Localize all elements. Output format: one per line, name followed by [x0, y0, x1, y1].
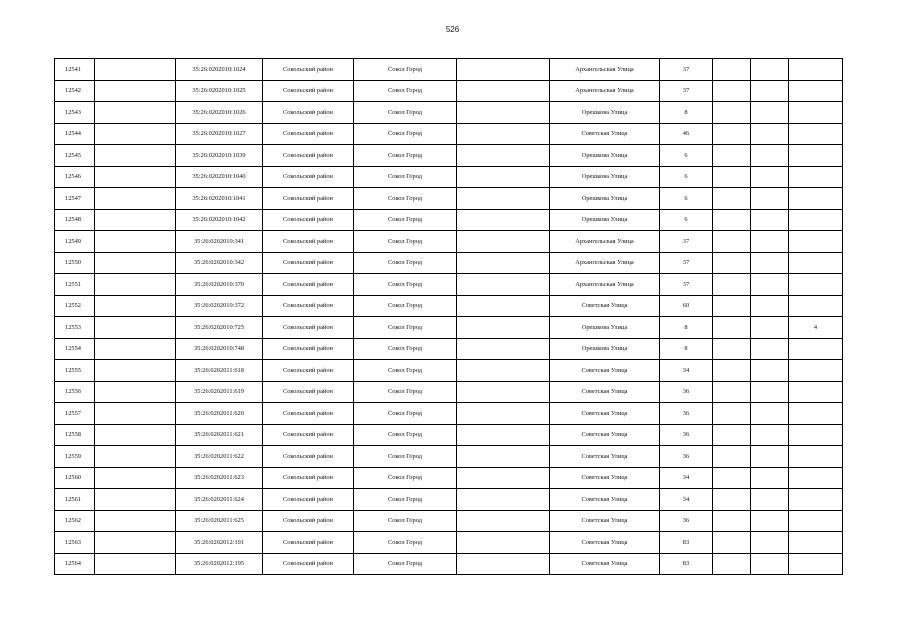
- cadastral-number-cell: 35:26:0202010:1039: [176, 145, 263, 167]
- table-row: [55, 446, 843, 468]
- empty-cell: [457, 381, 550, 403]
- table-row: [55, 295, 843, 317]
- empty-cell: [751, 252, 789, 274]
- row-number-cell: 12556: [55, 381, 95, 403]
- cadastral-number-cell: 35:26:0202010:341: [176, 231, 263, 253]
- empty-cell: [751, 102, 789, 124]
- row-number-cell: 12555: [55, 360, 95, 382]
- empty-cell: [457, 360, 550, 382]
- city-cell: Сокол Город: [354, 252, 457, 274]
- table-row: [55, 510, 843, 532]
- empty-cell: [713, 553, 751, 575]
- empty-cell: [457, 510, 550, 532]
- district-cell: Сокольский район: [263, 381, 354, 403]
- street-cell: Орешкова Улица: [550, 166, 660, 188]
- row-number-cell: 12550: [55, 252, 95, 274]
- house-number-cell: 8: [660, 102, 713, 124]
- table-row: [55, 188, 843, 210]
- row-number-cell: 12542: [55, 80, 95, 102]
- street-cell: Орешкова Улица: [550, 338, 660, 360]
- row-number-cell: 12557: [55, 403, 95, 425]
- district-cell: Сокольский район: [263, 403, 354, 425]
- city-cell: Сокол Город: [354, 80, 457, 102]
- empty-cell: [751, 446, 789, 468]
- city-cell: Сокол Город: [354, 274, 457, 296]
- extra-value-cell: [789, 102, 843, 124]
- empty-cell: [751, 317, 789, 339]
- empty-cell: [457, 145, 550, 167]
- cadastral-number-cell: 35:26:0202011:618: [176, 360, 263, 382]
- empty-cell: [95, 252, 176, 274]
- city-cell: Сокол Город: [354, 446, 457, 468]
- empty-cell: [95, 274, 176, 296]
- table-row: [55, 231, 843, 253]
- cadastral-number-cell: 35:26:0202011:621: [176, 424, 263, 446]
- district-cell: Сокольский район: [263, 317, 354, 339]
- extra-value-cell: [789, 209, 843, 231]
- row-number-cell: 12541: [55, 59, 95, 81]
- district-cell: Сокольский район: [263, 59, 354, 81]
- registry-table: [54, 58, 843, 575]
- house-number-cell: 6: [660, 188, 713, 210]
- table-row: [55, 553, 843, 575]
- street-cell: Архангельская Улица: [550, 231, 660, 253]
- empty-cell: [457, 489, 550, 511]
- extra-value-cell: [789, 467, 843, 489]
- cadastral-number-cell: 35:26:0202010:1024: [176, 59, 263, 81]
- district-cell: Сокольский район: [263, 446, 354, 468]
- table-row: [55, 489, 843, 511]
- extra-value-cell: [789, 274, 843, 296]
- city-cell: Сокол Город: [354, 360, 457, 382]
- city-cell: Сокол Город: [354, 403, 457, 425]
- extra-value-cell: [789, 252, 843, 274]
- row-number-cell: 12552: [55, 295, 95, 317]
- empty-cell: [713, 252, 751, 274]
- city-cell: Сокол Город: [354, 424, 457, 446]
- house-number-cell: 46: [660, 123, 713, 145]
- district-cell: Сокольский район: [263, 166, 354, 188]
- city-cell: Сокол Город: [354, 489, 457, 511]
- empty-cell: [713, 59, 751, 81]
- empty-cell: [713, 295, 751, 317]
- cadastral-number-cell: 35:26:0202011:619: [176, 381, 263, 403]
- empty-cell: [751, 489, 789, 511]
- empty-cell: [457, 467, 550, 489]
- street-cell: Советская Улица: [550, 510, 660, 532]
- empty-cell: [457, 295, 550, 317]
- row-number-cell: 12543: [55, 102, 95, 124]
- city-cell: Сокол Город: [354, 381, 457, 403]
- empty-cell: [713, 209, 751, 231]
- extra-value-cell: [789, 403, 843, 425]
- row-number-cell: 12561: [55, 489, 95, 511]
- row-number-cell: 12546: [55, 166, 95, 188]
- extra-value-cell: [789, 489, 843, 511]
- district-cell: Сокольский район: [263, 252, 354, 274]
- extra-value-cell: [789, 188, 843, 210]
- city-cell: Сокол Город: [354, 553, 457, 575]
- table-row: [55, 123, 843, 145]
- empty-cell: [457, 123, 550, 145]
- city-cell: Сокол Город: [354, 510, 457, 532]
- table-row: [55, 252, 843, 274]
- house-number-cell: 37: [660, 80, 713, 102]
- district-cell: Сокольский район: [263, 123, 354, 145]
- house-number-cell: 6: [660, 145, 713, 167]
- house-number-cell: 6: [660, 209, 713, 231]
- city-cell: Сокол Город: [354, 59, 457, 81]
- cadastral-number-cell: 35:26:0202010:1026: [176, 102, 263, 124]
- empty-cell: [457, 188, 550, 210]
- empty-cell: [751, 123, 789, 145]
- row-number-cell: 12545: [55, 145, 95, 167]
- house-number-cell: 37: [660, 59, 713, 81]
- empty-cell: [95, 209, 176, 231]
- extra-value-cell: [789, 145, 843, 167]
- district-cell: Сокольский район: [263, 274, 354, 296]
- row-number-cell: 12558: [55, 424, 95, 446]
- district-cell: Сокольский район: [263, 553, 354, 575]
- street-cell: Советская Улица: [550, 489, 660, 511]
- street-cell: Советская Улица: [550, 532, 660, 554]
- empty-cell: [713, 360, 751, 382]
- house-number-cell: 6: [660, 166, 713, 188]
- city-cell: Сокол Город: [354, 338, 457, 360]
- cadastral-number-cell: 35:26:0202011:624: [176, 489, 263, 511]
- house-number-cell: 36: [660, 381, 713, 403]
- row-number-cell: 12553: [55, 317, 95, 339]
- house-number-cell: 83: [660, 532, 713, 554]
- city-cell: Сокол Город: [354, 532, 457, 554]
- street-cell: Архангельская Улица: [550, 59, 660, 81]
- district-cell: Сокольский район: [263, 209, 354, 231]
- street-cell: Советская Улица: [550, 295, 660, 317]
- cadastral-number-cell: 35:26:0202010:1042: [176, 209, 263, 231]
- page-number: 526: [445, 25, 460, 34]
- empty-cell: [95, 80, 176, 102]
- empty-cell: [457, 446, 550, 468]
- empty-cell: [457, 166, 550, 188]
- city-cell: Сокол Город: [354, 317, 457, 339]
- empty-cell: [95, 467, 176, 489]
- empty-cell: [457, 209, 550, 231]
- empty-cell: [713, 532, 751, 554]
- house-number-cell: 8: [660, 317, 713, 339]
- empty-cell: [713, 510, 751, 532]
- empty-cell: [457, 338, 550, 360]
- street-cell: Орешкова Улица: [550, 317, 660, 339]
- city-cell: Сокол Город: [354, 295, 457, 317]
- district-cell: Сокольский район: [263, 510, 354, 532]
- extra-value-cell: [789, 80, 843, 102]
- extra-value-cell: 4: [789, 317, 843, 339]
- empty-cell: [457, 553, 550, 575]
- empty-cell: [751, 166, 789, 188]
- empty-cell: [457, 59, 550, 81]
- row-number-cell: 12549: [55, 231, 95, 253]
- extra-value-cell: [789, 446, 843, 468]
- empty-cell: [457, 317, 550, 339]
- district-cell: Сокольский район: [263, 489, 354, 511]
- extra-value-cell: [789, 59, 843, 81]
- empty-cell: [457, 231, 550, 253]
- street-cell: Советская Улица: [550, 553, 660, 575]
- cadastral-number-cell: 35:26:0202010:1025: [176, 80, 263, 102]
- cadastral-number-cell: 35:26:0202010:370: [176, 274, 263, 296]
- empty-cell: [751, 231, 789, 253]
- empty-cell: [751, 532, 789, 554]
- city-cell: Сокол Город: [354, 123, 457, 145]
- empty-cell: [95, 403, 176, 425]
- empty-cell: [95, 295, 176, 317]
- extra-value-cell: [789, 295, 843, 317]
- street-cell: Советская Улица: [550, 467, 660, 489]
- empty-cell: [713, 317, 751, 339]
- empty-cell: [751, 403, 789, 425]
- district-cell: Сокольский район: [263, 188, 354, 210]
- row-number-cell: 12564: [55, 553, 95, 575]
- empty-cell: [457, 80, 550, 102]
- empty-cell: [751, 467, 789, 489]
- empty-cell: [95, 317, 176, 339]
- extra-value-cell: [789, 360, 843, 382]
- cadastral-number-cell: 35:26:0202012:195: [176, 553, 263, 575]
- empty-cell: [713, 102, 751, 124]
- row-number-cell: 12560: [55, 467, 95, 489]
- house-number-cell: 60: [660, 295, 713, 317]
- empty-cell: [95, 446, 176, 468]
- street-cell: Орешкова Улица: [550, 102, 660, 124]
- table-body: [55, 59, 843, 575]
- empty-cell: [95, 381, 176, 403]
- house-number-cell: 37: [660, 231, 713, 253]
- cadastral-number-cell: 35:26:0202011:620: [176, 403, 263, 425]
- table-row: [55, 59, 843, 81]
- empty-cell: [95, 123, 176, 145]
- empty-cell: [713, 188, 751, 210]
- empty-cell: [95, 145, 176, 167]
- empty-cell: [95, 424, 176, 446]
- empty-cell: [457, 403, 550, 425]
- table-row: [55, 209, 843, 231]
- table-row: [55, 467, 843, 489]
- empty-cell: [713, 80, 751, 102]
- house-number-cell: 34: [660, 489, 713, 511]
- house-number-cell: 37: [660, 274, 713, 296]
- district-cell: Сокольский район: [263, 80, 354, 102]
- house-number-cell: 36: [660, 424, 713, 446]
- street-cell: Советская Улица: [550, 381, 660, 403]
- district-cell: Сокольский район: [263, 295, 354, 317]
- street-cell: Орешкова Улица: [550, 209, 660, 231]
- row-number-cell: 12551: [55, 274, 95, 296]
- empty-cell: [751, 381, 789, 403]
- house-number-cell: 37: [660, 252, 713, 274]
- district-cell: Сокольский район: [263, 532, 354, 554]
- empty-cell: [713, 123, 751, 145]
- row-number-cell: 12554: [55, 338, 95, 360]
- empty-cell: [95, 553, 176, 575]
- empty-cell: [95, 166, 176, 188]
- cadastral-number-cell: 35:26:0202010:1027: [176, 123, 263, 145]
- cadastral-number-cell: 35:26:0202011:623: [176, 467, 263, 489]
- city-cell: Сокол Город: [354, 209, 457, 231]
- empty-cell: [751, 295, 789, 317]
- empty-cell: [713, 424, 751, 446]
- empty-cell: [95, 360, 176, 382]
- table-row: [55, 317, 843, 339]
- empty-cell: [95, 231, 176, 253]
- empty-cell: [713, 467, 751, 489]
- city-cell: Сокол Город: [354, 102, 457, 124]
- empty-cell: [713, 231, 751, 253]
- cadastral-number-cell: 35:26:0202010:342: [176, 252, 263, 274]
- table-row: [55, 80, 843, 102]
- empty-cell: [751, 145, 789, 167]
- house-number-cell: 36: [660, 446, 713, 468]
- table-row: [55, 145, 843, 167]
- extra-value-cell: [789, 123, 843, 145]
- empty-cell: [751, 553, 789, 575]
- cadastral-number-cell: 35:26:0202011:625: [176, 510, 263, 532]
- table-row: [55, 166, 843, 188]
- extra-value-cell: [789, 510, 843, 532]
- street-cell: Советская Улица: [550, 403, 660, 425]
- empty-cell: [713, 145, 751, 167]
- district-cell: Сокольский район: [263, 467, 354, 489]
- cadastral-number-cell: 35:26:0202010:748: [176, 338, 263, 360]
- street-cell: Орешкова Улица: [550, 188, 660, 210]
- row-number-cell: 12563: [55, 532, 95, 554]
- empty-cell: [457, 424, 550, 446]
- extra-value-cell: [789, 553, 843, 575]
- cadastral-number-cell: 35:26:0202012:191: [176, 532, 263, 554]
- empty-cell: [95, 532, 176, 554]
- house-number-cell: 34: [660, 467, 713, 489]
- extra-value-cell: [789, 166, 843, 188]
- extra-value-cell: [789, 532, 843, 554]
- house-number-cell: 8: [660, 338, 713, 360]
- table-row: [55, 403, 843, 425]
- empty-cell: [457, 252, 550, 274]
- empty-cell: [95, 188, 176, 210]
- cadastral-number-cell: 35:26:0202011:622: [176, 446, 263, 468]
- empty-cell: [95, 338, 176, 360]
- district-cell: Сокольский район: [263, 102, 354, 124]
- row-number-cell: 12544: [55, 123, 95, 145]
- empty-cell: [95, 102, 176, 124]
- district-cell: Сокольский район: [263, 231, 354, 253]
- city-cell: Сокол Город: [354, 145, 457, 167]
- table-row: [55, 274, 843, 296]
- city-cell: Сокол Город: [354, 231, 457, 253]
- street-cell: Советская Улица: [550, 123, 660, 145]
- district-cell: Сокольский район: [263, 360, 354, 382]
- house-number-cell: 34: [660, 360, 713, 382]
- table-row: [55, 338, 843, 360]
- table-row: [55, 360, 843, 382]
- house-number-cell: 36: [660, 510, 713, 532]
- street-cell: Советская Улица: [550, 360, 660, 382]
- house-number-cell: 36: [660, 403, 713, 425]
- street-cell: Советская Улица: [550, 424, 660, 446]
- cadastral-number-cell: 35:26:0202010:1041: [176, 188, 263, 210]
- cadastral-number-cell: 35:26:0202010:1040: [176, 166, 263, 188]
- table-row: [55, 381, 843, 403]
- empty-cell: [751, 80, 789, 102]
- empty-cell: [713, 381, 751, 403]
- empty-cell: [751, 360, 789, 382]
- empty-cell: [457, 274, 550, 296]
- empty-cell: [751, 510, 789, 532]
- empty-cell: [751, 188, 789, 210]
- street-cell: Советская Улица: [550, 446, 660, 468]
- table-row: [55, 102, 843, 124]
- empty-cell: [457, 102, 550, 124]
- row-number-cell: 12547: [55, 188, 95, 210]
- street-cell: Архангельская Улица: [550, 252, 660, 274]
- empty-cell: [713, 166, 751, 188]
- empty-cell: [95, 59, 176, 81]
- table-row: [55, 532, 843, 554]
- empty-cell: [713, 403, 751, 425]
- city-cell: Сокол Город: [354, 467, 457, 489]
- empty-cell: [457, 532, 550, 554]
- street-cell: Архангельская Улица: [550, 274, 660, 296]
- street-cell: Орешкова Улица: [550, 145, 660, 167]
- empty-cell: [713, 489, 751, 511]
- row-number-cell: 12559: [55, 446, 95, 468]
- cadastral-number-cell: 35:26:0202010:372: [176, 295, 263, 317]
- empty-cell: [713, 446, 751, 468]
- empty-cell: [713, 338, 751, 360]
- extra-value-cell: [789, 231, 843, 253]
- empty-cell: [751, 338, 789, 360]
- empty-cell: [751, 209, 789, 231]
- cadastral-number-cell: 35:26:0202010:725: [176, 317, 263, 339]
- row-number-cell: 12562: [55, 510, 95, 532]
- empty-cell: [751, 59, 789, 81]
- empty-cell: [751, 274, 789, 296]
- city-cell: Сокол Город: [354, 166, 457, 188]
- extra-value-cell: [789, 424, 843, 446]
- table-row: [55, 424, 843, 446]
- empty-cell: [95, 510, 176, 532]
- empty-cell: [751, 424, 789, 446]
- district-cell: Сокольский район: [263, 424, 354, 446]
- district-cell: Сокольский район: [263, 338, 354, 360]
- extra-value-cell: [789, 338, 843, 360]
- district-cell: Сокольский район: [263, 145, 354, 167]
- empty-cell: [713, 274, 751, 296]
- city-cell: Сокол Город: [354, 188, 457, 210]
- row-number-cell: 12548: [55, 209, 95, 231]
- house-number-cell: 83: [660, 553, 713, 575]
- extra-value-cell: [789, 381, 843, 403]
- empty-cell: [95, 489, 176, 511]
- street-cell: Архангельская Улица: [550, 80, 660, 102]
